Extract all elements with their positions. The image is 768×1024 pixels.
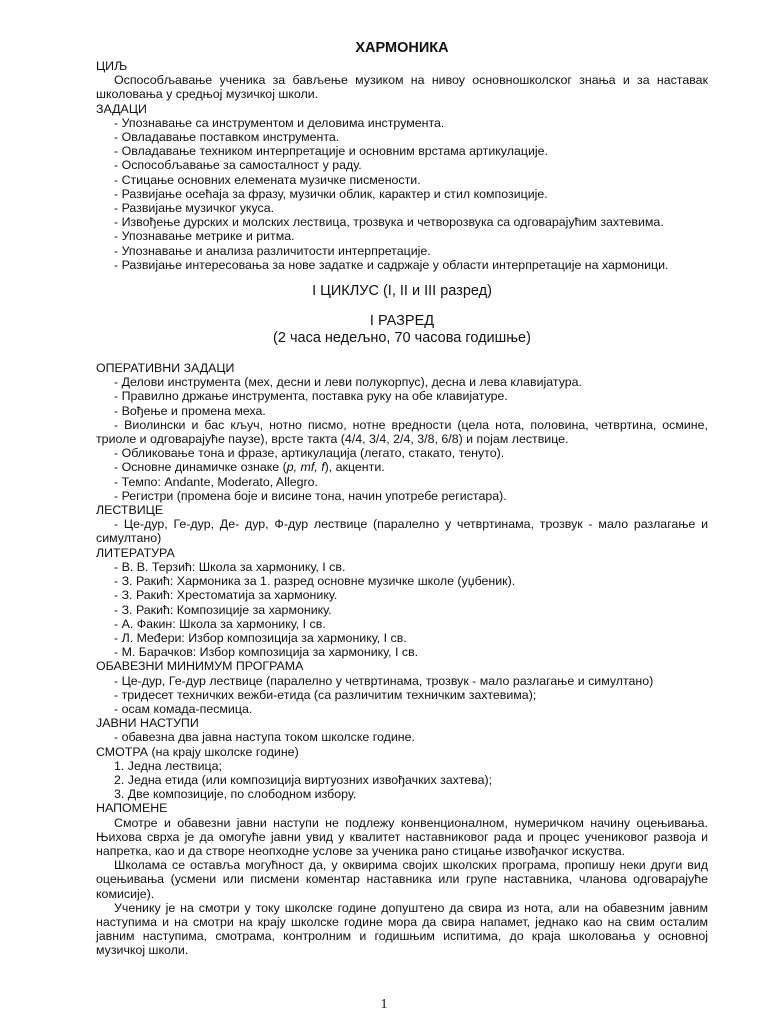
- list-item: - Правилно држање инструмента, поставка руку на обе клавијатуре.: [114, 389, 508, 404]
- list-item: - Регистри (промена боје и висине тона, начин употребе регистара).: [114, 488, 507, 503]
- goal-text: Оспособљавање ученика за бављење музиком на нивоу основношколског знања и за наставак школовања у средњој музичкој школи.: [96, 73, 708, 102]
- review-note: (на крају школске године): [148, 744, 299, 759]
- list-item: - Развијање интересовања за нове задатке и садржаје у области интерпретације на хармоници.: [114, 257, 669, 272]
- list-item: - Развијање осећаја за фразу, музички облик, карактер и стил композиције.: [114, 186, 548, 201]
- document-title: ХАРМОНИКА: [355, 40, 449, 56]
- goal-heading: ЦИЉ: [96, 59, 128, 73]
- list-item: - М. Барачков: Избор композиција за хармонику, I св.: [114, 645, 419, 660]
- list-item: - Це-дур, Ге-дур лествице (паралелно у четвртинама, трозвук - мало разлагање и симултано): [114, 673, 654, 688]
- list-item: - осам комада-песмица.: [114, 701, 253, 716]
- list-item: - обавезна два јавна наступа током школске године.: [114, 730, 415, 745]
- review-heading-line: [96, 745, 708, 759]
- list-item: - Виолински и бас кључ, нотно писмо, нотне вредности (цела нота, половина, четвртина, осмине, триоле и одговарајуће паузе), врсте такта (4/4, 3/4, 2/4, 3/8, 6/8) и појам лествице.: [96, 417, 708, 447]
- notes-paragraph: Смотре и обавезни јавни наступи не подлежу конвенционалном, нумеричком начину оцењивања. Њихова сврха је да омогуће јавни увид у квалитет наставниковог рада и процес учениковог развоја и напретка, као и да створе неопходне услове за ученика рано стицање извођачког искуства.: [96, 815, 708, 858]
- operative-heading: ОПЕРАТИВНИ ЗАДАЦИ: [96, 361, 235, 376]
- list-item: - З. Ракић: Хармоника за 1. разред основне музичке школе (уџбеник).: [114, 574, 516, 589]
- grade-title: I РАЗРЕД: [369, 313, 435, 330]
- list-item: - В. В. Терзић: Школа за хармонику, I св.: [114, 559, 346, 574]
- list-item: - Упознавање и анализа различитости интерпретације.: [114, 243, 431, 258]
- review-heading: СМОТРА: [96, 744, 149, 759]
- list-item: - Темпо: Andante, Moderato, Allegro.: [114, 474, 318, 489]
- public-heading: ЈАВНИ НАСТУПИ: [96, 716, 199, 731]
- page-number: 1: [380, 997, 388, 1012]
- notes-heading: НАПОМЕНЕ: [96, 801, 168, 816]
- scales-heading: ЛЕСТВИЦЕ: [96, 503, 164, 518]
- review-list: [96, 759, 708, 802]
- list-item: 1. Једна лествица;: [114, 758, 222, 773]
- cycle-heading: I ЦИКЛУС (I, II и III разред): [312, 283, 492, 300]
- list-item: - Л. Međери: Избор композиција за хармонику, I св.: [114, 630, 407, 645]
- dynamics-suffix: ), акценти.: [324, 460, 385, 475]
- notes-paragraph: Школама се оставља могућност да, у оквирима својих школских програма, пропишу неки други вид оцењивања (усмени или писмени коментар наставника или групе наставника, чланова одговарајуће комисије).: [96, 858, 708, 901]
- list-item: - Извођење дурских и молских лествица, трозвука и четворозвука са одговарајућим захтевима.: [114, 215, 664, 230]
- list-item: - Делови инструмента (мех, десни и леви полукорпус), десна и лева клавијатура.: [114, 375, 582, 390]
- notes-paragraph: Ученику је на смотри у току школске године допуштено да свира из нота, али на обавезним јавним наступима и на смотри на крају школске године мора да свира напамет, једнако као на свим осталим јавним наступима, смотрама, контролним и годишњим испитима, до краја школовања у основној музичкој школи.: [96, 900, 708, 958]
- literature-list: [96, 560, 708, 659]
- list-item: - Упознавање метрике и ритма.: [114, 229, 295, 244]
- public-list: [96, 730, 708, 744]
- list-item: - А. Факин: Школа за хармонику, I св.: [114, 616, 326, 631]
- list-item: - тридесет техничких вежби-етида (са различитим техничким захтевима);: [114, 687, 537, 702]
- list-item: 3. Две композиције, по слободном избору.: [114, 787, 357, 802]
- list-item: - З. Ракић: Хрестоматија за хармонику.: [114, 588, 338, 603]
- page-content: [96, 40, 708, 958]
- list-item: - Овладавање поставком инструмента.: [114, 130, 340, 145]
- scales-text: - Це-дур, Ге-дур, Де- дур, Ф-дур лествице (паралелно у четвртинама, трозвук - мало разлагање и симултано): [96, 517, 708, 546]
- list-item: - З. Ракић: Композиције за хармонику.: [114, 602, 332, 617]
- grade-subtitle: (2 часа недељно, 70 часова годишње): [273, 330, 531, 347]
- minimum-heading: ОБАВЕЗНИ МИНИМУМ ПРОГРАМА: [96, 659, 304, 674]
- list-item: - Оспособљавање за самосталност у раду.: [114, 158, 362, 173]
- list-item: - Обликовање тона и фразе, артикулација (легато, стакато, тенуто).: [114, 446, 505, 461]
- list-item: - Стицање основних елемената музичке писмености.: [114, 172, 421, 187]
- dynamics-prefix: - Основне динамичке ознаке (: [114, 460, 287, 475]
- list-item: - Упознавање са инструментом и деловима инструмента.: [114, 115, 445, 130]
- tasks-list: [96, 116, 708, 272]
- minimum-list: [96, 674, 708, 717]
- list-item: - Овладавање техником интерпретације и основним врстама артикулације.: [114, 144, 548, 159]
- list-item-dynamics: [96, 460, 708, 474]
- list-item: - Развијање музичког укуса.: [114, 201, 275, 216]
- tasks-heading: ЗАДАЦИ: [96, 101, 147, 116]
- operative-list: [96, 375, 708, 503]
- literature-heading: ЛИТЕРАТУРА: [96, 545, 175, 560]
- list-item: - Вођење и промена меха.: [114, 403, 266, 418]
- list-item: 2. Једна етида (или композиција виртуозних извођачких захтева);: [114, 772, 493, 787]
- dynamics-marks: p, mf, f: [286, 460, 325, 475]
